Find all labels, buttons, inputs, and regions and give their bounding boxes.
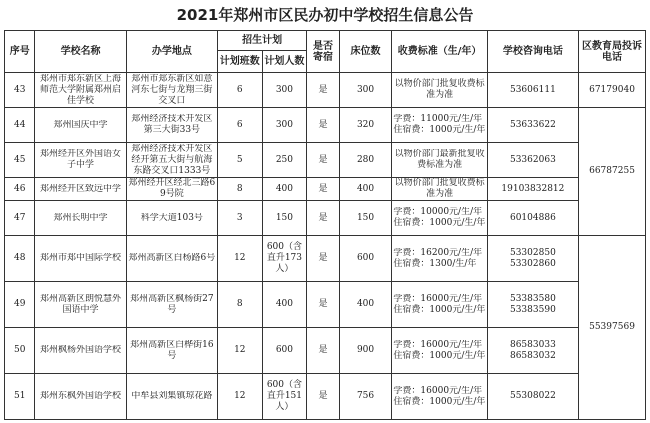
cell-people: 400 xyxy=(262,282,307,328)
header-complaint: 区教育局投诉电话 xyxy=(579,31,646,73)
cell-fee: 学费：16000元/生/年 住宿费：1000元/生/年 xyxy=(392,374,487,420)
cell-fee: 以物价部门最新批复收费标准为准 xyxy=(392,143,487,178)
table-row xyxy=(5,201,646,236)
table-row xyxy=(5,328,646,374)
header-people: 计划人数 xyxy=(262,51,307,73)
cell-people: 150 xyxy=(262,201,307,236)
cell-beds: 300 xyxy=(339,73,392,108)
cell-phone: 55308022 xyxy=(487,374,578,420)
cell-phone: 53302850 53302860 xyxy=(487,236,578,282)
cell-people: 600 xyxy=(262,328,307,374)
cell-complaint: 67179040 xyxy=(579,73,646,108)
header-school-name: 学校名称 xyxy=(35,31,126,73)
cell-address: 中牟县刘集镇琼花路 xyxy=(126,374,217,420)
cell-phone: 19103832812 xyxy=(487,178,578,201)
table-row xyxy=(5,178,646,201)
table-row xyxy=(5,236,646,282)
cell-people: 250 xyxy=(262,143,307,178)
cell-school-name: 郑州经开区致远中学 xyxy=(35,178,126,201)
cell-complaint: 55397569 xyxy=(579,236,646,420)
header-classes: 计划班数 xyxy=(217,51,262,73)
cell-classes: 6 xyxy=(217,108,262,143)
cell-boarding: 是 xyxy=(307,328,339,374)
cell-beds: 150 xyxy=(339,201,392,236)
page-title: 2021年郑州市区民办初中学校招生信息公告 xyxy=(176,6,474,24)
cell-boarding: 是 xyxy=(307,73,339,108)
cell-people: 600（含直升151人） xyxy=(262,374,307,420)
cell-boarding: 是 xyxy=(307,236,339,282)
header-address: 办学地点 xyxy=(126,31,217,73)
header-boarding: 是否寄宿 xyxy=(307,31,339,73)
cell-classes: 5 xyxy=(217,143,262,178)
cell-no: 49 xyxy=(5,282,35,328)
cell-address: 郑州经济技术开发区第三大街33号 xyxy=(126,108,217,143)
enrollment-table xyxy=(4,30,646,420)
header-phone: 学校咨询电话 xyxy=(487,31,578,73)
cell-people: 300 xyxy=(262,73,307,108)
table-row xyxy=(5,374,646,420)
cell-people: 300 xyxy=(262,108,307,143)
table-row xyxy=(5,143,646,178)
cell-classes: 6 xyxy=(217,73,262,108)
cell-fee: 学费：16200元/生/年 住宿费：1300/生/年 xyxy=(392,236,487,282)
cell-phone: 60104886 xyxy=(487,201,578,236)
cell-fee: 学费：11000元/生/年 住宿费：1000元/生/年 xyxy=(392,108,487,143)
cell-school-name: 郑州枫杨外国语学校 xyxy=(35,328,126,374)
cell-fee: 以物价部门批复收费标准为准 xyxy=(392,178,487,201)
table-row xyxy=(5,108,646,143)
cell-no: 44 xyxy=(5,108,35,143)
cell-no: 50 xyxy=(5,328,35,374)
cell-beds: 600 xyxy=(339,236,392,282)
cell-school-name: 郑州市郑东新区上海师范大学附属郑州启佳学校 xyxy=(35,73,126,108)
cell-beds: 320 xyxy=(339,108,392,143)
cell-address: 郑州市郑东新区如意河东七街与龙翔三街交叉口 xyxy=(126,73,217,108)
cell-classes: 12 xyxy=(217,374,262,420)
cell-classes: 3 xyxy=(217,201,262,236)
cell-beds: 400 xyxy=(339,178,392,201)
cell-fee: 学费：16000元/生/年 住宿费：1000元/生/年 xyxy=(392,282,487,328)
cell-beds: 400 xyxy=(339,282,392,328)
cell-people: 400 xyxy=(262,178,307,201)
cell-no: 46 xyxy=(5,178,35,201)
cell-beds: 280 xyxy=(339,143,392,178)
cell-phone: 53633622 xyxy=(487,108,578,143)
cell-address: 科学大道103号 xyxy=(126,201,217,236)
cell-no: 45 xyxy=(5,143,35,178)
cell-classes: 8 xyxy=(217,282,262,328)
cell-phone: 53606111 xyxy=(487,73,578,108)
cell-address: 郑州高新区枫杨街27号 xyxy=(126,282,217,328)
cell-boarding: 是 xyxy=(307,108,339,143)
cell-boarding: 是 xyxy=(307,201,339,236)
cell-address: 郑州经济技术开发区经开第五大街与航海东路交叉口1333号 xyxy=(126,143,217,178)
cell-beds: 900 xyxy=(339,328,392,374)
header-plan: 招生计划 xyxy=(217,31,306,51)
table-row xyxy=(5,282,646,328)
cell-school-name: 郑州经开区外国语女子中学 xyxy=(35,143,126,178)
cell-no: 48 xyxy=(5,236,35,282)
cell-boarding: 是 xyxy=(307,282,339,328)
cell-school-name: 郑州市郑中国际学校 xyxy=(35,236,126,282)
cell-fee: 以物价部门批复收费标准为准 xyxy=(392,73,487,108)
cell-beds: 756 xyxy=(339,374,392,420)
cell-no: 43 xyxy=(5,73,35,108)
cell-address: 郑州高新区白桦街16号 xyxy=(126,328,217,374)
cell-no: 51 xyxy=(5,374,35,420)
table-row xyxy=(5,73,646,108)
cell-school-name: 郑州高新区朗悦慧外国语中学 xyxy=(35,282,126,328)
header-no: 序号 xyxy=(5,31,35,73)
cell-address: 郑州经开区经北三路69号院 xyxy=(126,178,217,201)
cell-phone: 86583033 86583032 xyxy=(487,328,578,374)
cell-school-name: 郑州国庆中学 xyxy=(35,108,126,143)
cell-boarding: 是 xyxy=(307,374,339,420)
header-beds: 床位数 xyxy=(339,31,392,73)
cell-fee: 学费：16000元/生/年 住宿费：1000元/生/年 xyxy=(392,328,487,374)
cell-classes: 12 xyxy=(217,328,262,374)
cell-fee: 学费：10000元/生/年 住宿费：1000元/生/年 xyxy=(392,201,487,236)
cell-people: 600（含直升173人） xyxy=(262,236,307,282)
cell-boarding: 是 xyxy=(307,143,339,178)
cell-address: 郑州高新区白杨路6号 xyxy=(126,236,217,282)
cell-classes: 12 xyxy=(217,236,262,282)
header-fee: 收费标准（生/年） xyxy=(392,31,487,73)
cell-complaint: 66787255 xyxy=(579,108,646,236)
cell-classes: 8 xyxy=(217,178,262,201)
cell-boarding: 是 xyxy=(307,178,339,201)
cell-no: 47 xyxy=(5,201,35,236)
cell-school-name: 郑州长明中学 xyxy=(35,201,126,236)
cell-phone: 53383580 53383590 xyxy=(487,282,578,328)
cell-school-name: 郑州东枫外国语学校 xyxy=(35,374,126,420)
cell-phone: 53362063 xyxy=(487,143,578,178)
